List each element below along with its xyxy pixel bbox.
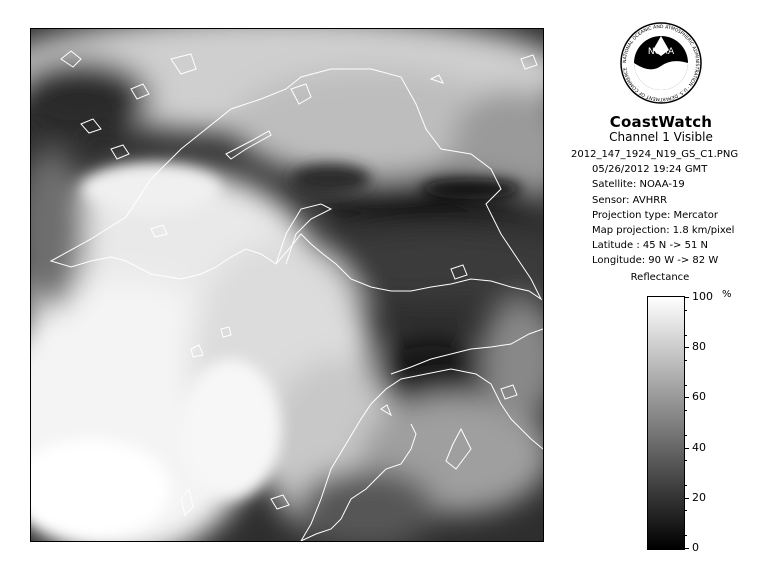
satellite-map: [30, 28, 544, 542]
satellite-name: Satellite: NOAA-19: [592, 179, 685, 191]
projection-type: Projection type: Mercator: [592, 209, 718, 221]
sensor-name: Sensor: AVHRR: [592, 194, 668, 206]
colorbar-minor-tick: [684, 360, 687, 361]
colorbar-tick: [684, 297, 689, 298]
colorbar-unit: %: [722, 289, 732, 300]
map-projection: Map projection: 1.8 km/pixel: [592, 225, 735, 237]
colorbar-tick-label: 20: [692, 490, 706, 504]
colorbar-tick-label: 60: [692, 390, 706, 404]
colorbar-tick: [684, 448, 689, 449]
product-title: CoastWatch: [609, 113, 713, 131]
colorbar-minor-tick: [684, 535, 687, 536]
logo-text: NOAA: [647, 47, 675, 57]
colorbar-tick-label: 80: [692, 340, 706, 354]
colorbar-title: Reflectance: [630, 272, 690, 283]
reflectance-colorbar: [647, 296, 685, 550]
metadata-panel: [571, 147, 738, 269]
channel-subtitle: Channel 1 Visible: [609, 130, 713, 144]
colorbar-tick: [684, 548, 689, 549]
colorbar-minor-tick: [684, 335, 687, 336]
colorbar-minor-tick: [684, 410, 687, 411]
colorbar-minor-tick: [684, 460, 687, 461]
colorbar-tick: [684, 397, 689, 398]
colorbar-minor-tick: [684, 385, 687, 386]
colorbar-tick-label: 40: [692, 440, 706, 454]
map-canvas: [31, 29, 543, 541]
colorbar-minor-tick: [684, 310, 687, 311]
colorbar-tick-label: 100: [692, 290, 713, 303]
colorbar-minor-tick: [684, 485, 687, 486]
colorbar-tick: [684, 498, 689, 499]
colorbar-tick-label: 0: [692, 541, 699, 554]
noaa-logo: [620, 22, 702, 104]
filename: 2012_147_1924_N19_GS_C1.PNG: [571, 149, 739, 160]
acquisition-datetime: 05/26/2012 19:24 GMT: [592, 164, 708, 176]
colorbar-tick: [684, 347, 689, 348]
colorbar-minor-tick: [684, 510, 687, 511]
longitude-range: Longitude: 90 W -> 82 W: [592, 255, 719, 267]
latitude-range: Latitude : 45 N -> 51 N: [592, 240, 708, 252]
colorbar-minor-tick: [684, 435, 687, 436]
logo-ring-text: NATIONAL OCEANIC AND ATMOSPHERIC ADMINISTRATION · U.S. DEPARTMENT OF COMMERCE: [622, 24, 700, 102]
